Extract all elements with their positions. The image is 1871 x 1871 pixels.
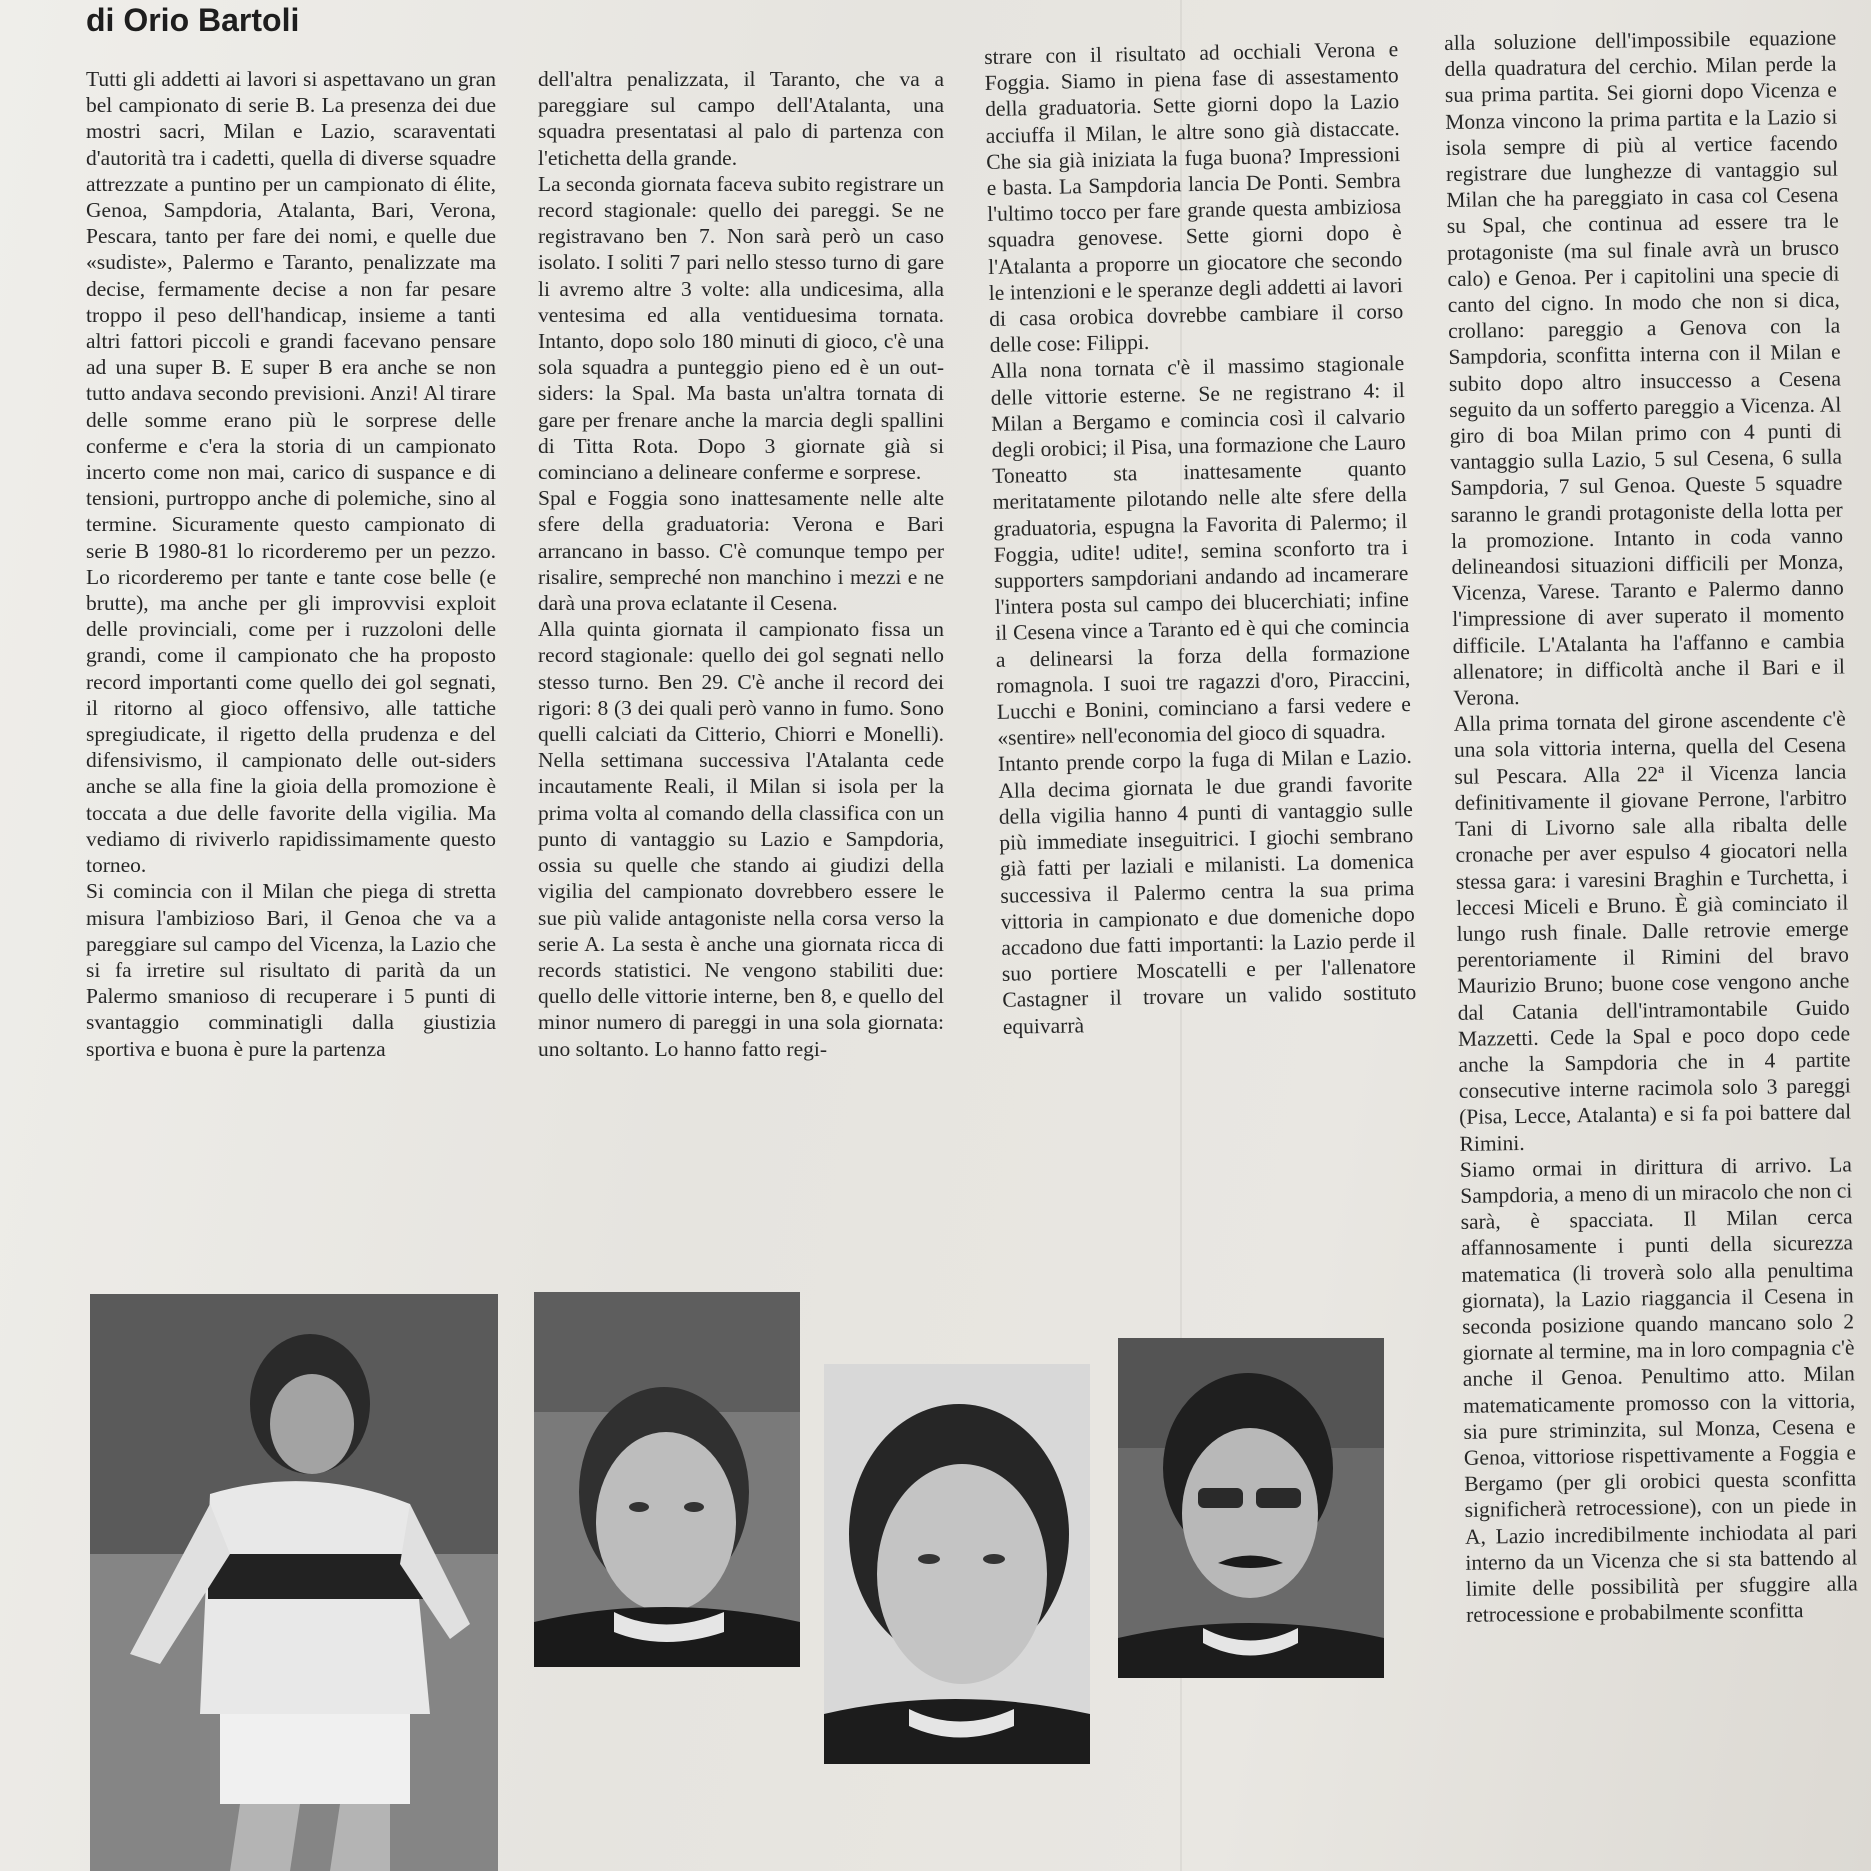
paragraph: dell'altra penalizzata, il Taranto, che va a pareggiare sul campo dell'Atalanta, una squadra presentatasi al palo di partenza con l'etichetta della grande. bbox=[538, 67, 944, 170]
byline: di Orio Bartoli bbox=[86, 2, 300, 38]
player-portrait-1 bbox=[534, 1292, 800, 1667]
player-portrait-3 bbox=[1118, 1338, 1384, 1678]
paragraph: Tutti gli addetti ai lavori si aspettavano un gran bel campionato di serie B. La presenza dei due mostri sacri, Milan e Lazio, scaraventati d'autorità tra i cadetti, quella di diverse squadre attrezzate a puntino per un campionato di élite, Genoa, Sampdoria, Atalanta, Bari, Verona, Pescara, tanto per fare dei nomi, e quelle due «sudiste», Palermo e Taranto, penalizzate ma decise, fermamente decise a non far pesare troppo il peso dell'handicap, insieme a tanti altri fattori piccoli e grandi facevano pensare ad una super B. E super B era anche se non tutto andava secondo previsioni. Anzi! Al tirare delle somme erano più le sorprese delle conferme e c'era la storia di un campionato incerto come non mai, carico di suspance e di tensioni, purtroppo anche di polemiche, sino al termine. Sicuramente questo campionato di serie B 1980-81 lo ricorderemo per un pezzo. Lo ricorderemo per tante e tante cose belle (e brutte), ma anche per gli improvvisi exploit delle provinciali, come per i ruzzoloni delle grandi, come il campionato che ha proposto record importanti come quello dei gol segnati, il ritorno al gioco offensivo, alle tattiche spregiudicate, il rigetto della prudenza e del difensivismo, il campionato delle out-siders anche se alla fine la gioia della promozione è toccata a due delle favorite della vigilia. Ma vediamo di riviverlo rapidissimamente questo torneo. bbox=[86, 67, 496, 878]
paragraph: Intanto prende corpo la fuga di Milan e Lazio. Alla decima giornata le due grandi favorite della vigilia hanno 4 punti di vantaggio sulle più immediate inseguitrici. I giochi sembrano già fatti per laziali e milanisti. La domenica successiva il Palermo centra la sua prima vittoria in campionato e due domeniche dopo accadono due fatti importanti: la Lazio perde il suo portiere Moscatelli e per l'allenatore Castagner il trovare un valido sostituto equivarrà bbox=[997, 744, 1417, 1039]
paragraph: strare con il risultato ad occhiali Verona e Foggia. Siamo in piena fase di assestamento della graduatoria. Sette giorni dopo la Lazio acciuffa il Milan, le altre sono già distaccate. Che sia già iniziata la fuga buona? Impressioni e basta. La Sampdoria lancia De Ponti. Sembra l'ultimo tocco per fare grande questa ambiziosa squadra genovese. Sette giorni dopo è l'Atalanta a proporre un giocatore che secondo le intenzioni e le speranze degli addetti ai lavori di casa orobica dovrebbe cambiare il corso delle cose: Filippi. bbox=[984, 37, 1404, 358]
article-column-3 bbox=[984, 36, 1417, 1039]
paragraph: Spal e Foggia sono inattesamente nelle alte sfere della graduatoria: Verona e Bari arrancano in basso. C'è comunque tempo per risalire, sempreché non manchino i mezzi e ne darà una prova eclatante il Cesena. bbox=[538, 486, 944, 616]
article-column-1 bbox=[86, 66, 496, 1062]
paragraph: Alla nona tornata c'è il massimo stagionale delle vittorie esterne. Se ne registrano 4: il Milan a Bergamo e comincia così il calvario degli orobici; il Pisa, una formazione che Lauro Toneatto sta inattesamente quanto meritatamente pilotando nelle alte sfere della graduatoria, espugna la Favorita di Palermo; il Foggia, udite! udite!, semina sconforto tra i supporters sampdoriani andando ad incamerare l'intera posta sul campo dei blucerchiati; infine il Cesena vince a Taranto ed è qui che comincia a delinearsi la forza della formazione romagnola. I suoi tre ragazzi d'oro, Piraccini, Lucchi e Bonini, cominciano a farsi vedere e «sentire» nell'economia del gioco di squadra. bbox=[990, 351, 1411, 751]
article-column-4 bbox=[1444, 25, 1862, 1870]
paragraph: Si comincia con il Milan che piega di stretta misura l'ambizioso Bari, il Genoa che va a pareggiare sul campo del Vicenza, la Lazio che si fa irretire sul risultato di parità da un Palermo smanioso di recuperare i 5 punti di svantaggio comminatigli dalla giustizia sportiva e buona è pure la partenza bbox=[86, 879, 496, 1061]
player-portrait-2 bbox=[824, 1364, 1090, 1764]
paragraph: La seconda giornata faceva subito registrare un record stagionale: quello dei pareggi. Se ne registravano ben 7. Non sarà però un caso isolato. I soliti 7 pari nello stesso turno di gare li avremo altre 3 volte: alla undicesima, alla ventesima ed alla ventiduesima tornata. Intanto, dopo solo 180 minuti di gioco, c'è una sola squadra a punteggio pieno ed è un out-siders: la Spal. Ma basta un'altra tornata di gare per frenare anche la marcia degli spallini di Titta Rota. Dopo 3 giornate già si cominciano a delineare conferme e sorprese. bbox=[538, 171, 944, 485]
paragraph: alla soluzione dell'impossibile equazione della quadratura del cerchio. Milan perde la sua prima partita. Sei giorni dopo Vicenza e Monza vincono la prima partita e la Lazio si isola sempre di più al vertice facendo registrare due lunghezze di vantaggio sul Milan che ha pareggiato in casa col Cesena su Spal, che continua ad essere tra le protagoniste (ma sul finale avrà un brusco calo) e Genoa. Per i capitolini una specie di canto del cigno. In modo che non si dica, crollano: pareggio a Genova con la Sampdoria, sconfitta interna con il Milan e subito dopo altro insuccesso a Cesena seguito da un sofferto pareggio a Vicenza. Al giro di boa Milan primo con 4 punti di vantaggio sulla Lazio, 5 sul Cesena, 6 sulla Sampdoria, 7 sul Genoa. Queste 5 squadre saranno le grandi protagoniste della lotta per la promozione. Intanto in coda vanno delineandosi situazioni difficili per Monza, Vicenza, Varese. Taranto e Palermo danno l'impressione di aver superato il momento difficile. L'Atalanta ha l'affanno e cambia allenatore; in difficoltà anche il Bari e il Verona. bbox=[1444, 25, 1846, 711]
player-action-photo bbox=[90, 1294, 498, 1871]
article-column-2 bbox=[538, 66, 944, 1062]
paragraph: Alla prima tornata del girone ascendente c'è una sola vittoria interna, quella del Cesena sul Pescara. Alla 22ª il Vicenza lancia definitivamente il giovane Perrone, l'arbitro Tani di Livorno sale alla ribalta delle cronache per aver espulso 4 giocatori nella stessa gara: i varesini Braghin e Turchetta, i leccesi Miceli e Bruno. È già cominciato il lungo rush finale. Dalle retrovie emerge perentoriamente il Rimini del bravo Maurizio Bruno; buone cose vengono anche dal Catania dell'intramontabile Guido Mazzetti. Cede la Spal e poco dopo cede anche la Sampdoria che in 4 partite consecutive interne racimola solo 3 pareggi (Pisa, Lecce, Atalanta) e si fa poi battere dal Rimini. bbox=[1453, 706, 1852, 1156]
paragraph: Siamo ormai in dirittura di arrivo. La Sampdoria, a meno di un miracolo che non ci sarà, è spacciata. Il Milan cerca affannosamente i punti della sicurezza matematica (li troverà solo alla penultima giornata), la Lazio riaggancia il Cesena in seconda posizione quando mancano solo 2 giornate al termine, ma in loro compagnia c'è anche il Genoa. Penultimo atto. Milan matematicamente promosso con la vittoria, sia pure striminzita, sul Monza, Cesena e Genoa, vittoriose rispettivamente a Foggia e Bergamo (per gli orobici questa sconfitta significherà retrocessione), con un piede in A, Lazio incredibilmente inchiodata al pari interno da un Vicenza che si sta battendo al limite delle possibilità per sfuggire alla retrocessione e probabilmente sconfitta bbox=[1459, 1152, 1858, 1628]
paragraph: Alla quinta giornata il campionato fissa un record stagionale: quello dei gol segnati nello stesso turno. Ben 29. C'è anche il record dei rigori: 8 (3 dei quali però vanno in fumo. Sono quelli calciati da Citterio, Chiorri e Monelli). Nella settimana successiva l'Atalanta cede incautamente Reali, il Milan si isola per la prima volta al comando della classifica con un punto di vantaggio su Lazio e Sampdoria, ossia su quelle che stando ai giudizi della vigilia del campionato dovrebbero essere le sue più valide antagoniste nella corsa verso la serie A. La sesta è anche una giornata ricca di records statistici. Ne vengono stabiliti due: quello delle vittorie interne, ben 8, e quello del minor numero di pareggi in una sola giornata: uno soltanto. Lo hanno fatto regi- bbox=[538, 617, 944, 1061]
